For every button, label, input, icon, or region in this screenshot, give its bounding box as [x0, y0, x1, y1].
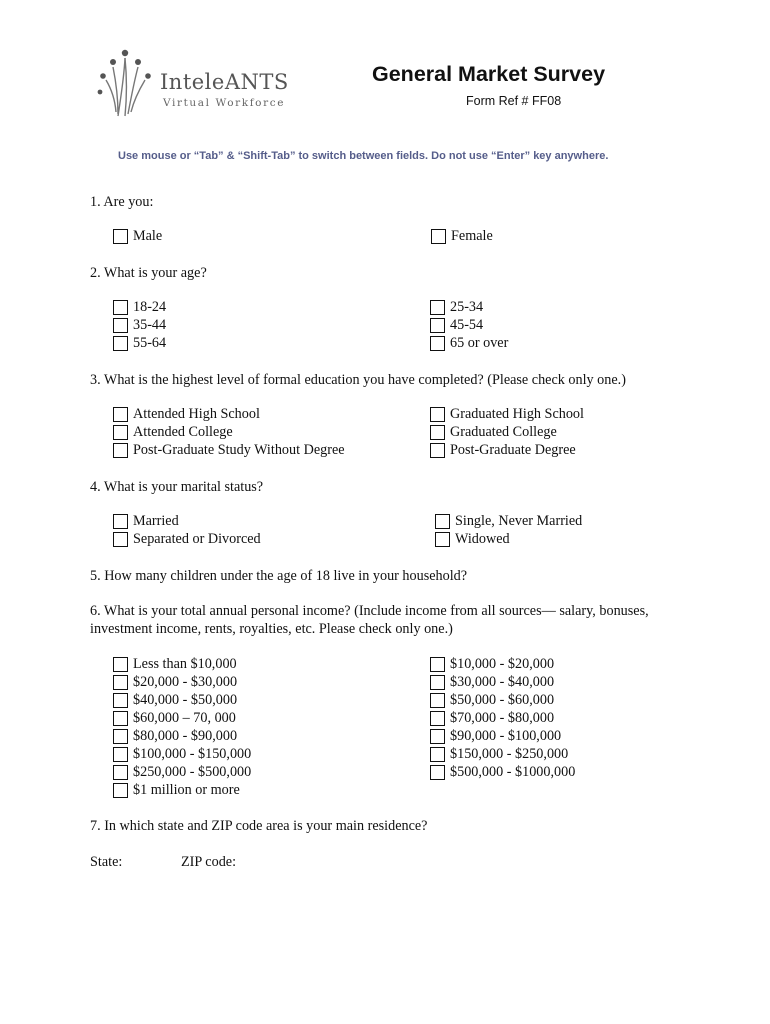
- option-label: Single, Never Married: [455, 512, 583, 529]
- question-2: 2. What is your age?: [90, 265, 207, 281]
- checkbox[interactable]: [430, 300, 445, 315]
- question-5: 5. How many children under the age of 18 live in your household?: [90, 568, 468, 584]
- option-single[interactable]: [435, 512, 582, 530]
- checkbox[interactable]: [430, 765, 445, 780]
- checkbox[interactable]: [113, 532, 128, 547]
- option-graduated-college[interactable]: [430, 423, 557, 441]
- option-attended-college[interactable]: [113, 423, 233, 441]
- option-graduated-high-school[interactable]: [430, 405, 584, 423]
- option-label: 45-54: [450, 316, 484, 333]
- option-label: $250,000 - $500,000: [133, 763, 252, 780]
- zip-code-label: ZIP code:: [181, 854, 237, 870]
- option-income-8[interactable]: [113, 727, 237, 745]
- checkbox[interactable]: [430, 675, 445, 690]
- option-label: Post-Graduate Study Without Degree: [133, 441, 345, 458]
- option-label: $1 million or more: [133, 781, 240, 798]
- option-label: $150,000 - $250,000: [450, 745, 569, 762]
- checkbox[interactable]: [430, 407, 445, 422]
- checkbox[interactable]: [113, 783, 128, 798]
- option-label: 55-64: [133, 334, 167, 351]
- option-age-65-over[interactable]: [430, 334, 508, 352]
- option-income-6[interactable]: [113, 709, 236, 727]
- question-4: 4. What is your marital status?: [90, 479, 264, 495]
- option-income-12[interactable]: [113, 763, 251, 781]
- option-label: Widowed: [455, 530, 510, 547]
- zip-code-input[interactable]: [248, 850, 338, 872]
- form-reference: Form Ref # FF08: [466, 94, 562, 108]
- option-income-10[interactable]: [113, 745, 251, 763]
- checkbox[interactable]: [113, 711, 128, 726]
- option-age-45-54[interactable]: [430, 316, 483, 334]
- option-label: $90,000 - $100,000: [450, 727, 562, 744]
- checkbox[interactable]: [113, 693, 128, 708]
- option-post-graduate-degree[interactable]: [430, 441, 576, 459]
- checkbox[interactable]: [113, 300, 128, 315]
- option-label: $80,000 - $90,000: [133, 727, 238, 744]
- checkbox[interactable]: [430, 336, 445, 351]
- option-label: $30,000 - $40,000: [450, 673, 555, 690]
- option-label: 18-24: [133, 298, 167, 315]
- checkbox[interactable]: [435, 532, 450, 547]
- checkbox[interactable]: [430, 747, 445, 762]
- checkbox[interactable]: [113, 336, 128, 351]
- option-label: $40,000 - $50,000: [133, 691, 238, 708]
- option-income-1[interactable]: [430, 655, 554, 673]
- question-6: 6. What is your total annual personal income? (Include income from all sources— salary, bonuses, investment income, rents, royalties, etc. Please check only one.): [90, 603, 649, 637]
- option-age-25-34[interactable]: [430, 298, 483, 316]
- option-label: $50,000 - $60,000: [450, 691, 555, 708]
- option-label: $10,000 - $20,000: [450, 655, 555, 672]
- instructions-text: Use mouse or “Tab” & “Shift-Tab” to switch between fields. Do not use “Enter” key anywhere.: [118, 150, 609, 162]
- checkbox[interactable]: [430, 657, 445, 672]
- checkbox[interactable]: [431, 229, 446, 244]
- option-income-2[interactable]: [113, 673, 237, 691]
- option-female[interactable]: [431, 227, 493, 245]
- option-label: $500,000 - $1000,000: [450, 763, 576, 780]
- option-label: Male: [133, 227, 163, 244]
- checkbox[interactable]: [430, 318, 445, 333]
- option-age-55-64[interactable]: [113, 334, 166, 352]
- option-income-5[interactable]: [430, 691, 554, 709]
- checkbox[interactable]: [113, 318, 128, 333]
- checkbox[interactable]: [113, 675, 128, 690]
- checkbox[interactable]: [113, 747, 128, 762]
- checkbox[interactable]: [113, 729, 128, 744]
- option-attended-high-school[interactable]: [113, 405, 260, 423]
- checkbox[interactable]: [113, 443, 128, 458]
- option-label: $70,000 - $80,000: [450, 709, 555, 726]
- question-3: 3. What is the highest level of formal education you have completed? (Please check only one.): [90, 372, 626, 388]
- checkbox[interactable]: [435, 514, 450, 529]
- option-married[interactable]: [113, 512, 179, 530]
- option-income-4[interactable]: [113, 691, 237, 709]
- option-label: Attended College: [133, 423, 233, 440]
- checkbox[interactable]: [430, 711, 445, 726]
- option-label: $100,000 - $150,000: [133, 745, 252, 762]
- checkbox[interactable]: [430, 443, 445, 458]
- option-male[interactable]: [113, 227, 162, 245]
- option-separated-divorced[interactable]: [113, 530, 261, 548]
- option-income-13[interactable]: [430, 763, 575, 781]
- option-label: 35-44: [133, 316, 167, 333]
- state-label: State:: [90, 854, 123, 870]
- option-label: Post-Graduate Degree: [450, 441, 576, 458]
- checkbox[interactable]: [113, 229, 128, 244]
- option-label: $20,000 - $30,000: [133, 673, 238, 690]
- option-label: Graduated College: [450, 423, 557, 440]
- option-post-graduate-study[interactable]: [113, 441, 345, 459]
- option-label: Separated or Divorced: [133, 530, 261, 547]
- checkbox[interactable]: [430, 693, 445, 708]
- option-income-7[interactable]: [430, 709, 554, 727]
- option-age-35-44[interactable]: [113, 316, 166, 334]
- option-label: $60,000 – 70, 000: [133, 709, 236, 726]
- checkbox[interactable]: [113, 514, 128, 529]
- checkbox[interactable]: [113, 407, 128, 422]
- option-income-9[interactable]: [430, 727, 561, 745]
- question-7: 7. In which state and ZIP code area is your main residence?: [90, 818, 428, 834]
- option-label: 65 or over: [450, 334, 509, 351]
- option-label: Attended High School: [133, 405, 260, 422]
- option-label: Female: [451, 227, 493, 244]
- page-title: General Market Survey: [372, 62, 606, 86]
- logo-wordmark: InteleANTS: [160, 70, 289, 94]
- logo-tagline: Virtual Workforce: [163, 97, 286, 109]
- option-label: Less than $10,000: [133, 655, 237, 672]
- state-input[interactable]: [136, 850, 174, 872]
- option-income-11[interactable]: [430, 745, 568, 763]
- checkbox[interactable]: [113, 657, 128, 672]
- checkbox[interactable]: [113, 425, 128, 440]
- question-1: 1. Are you:: [90, 194, 154, 210]
- checkbox[interactable]: [430, 425, 445, 440]
- checkbox[interactable]: [113, 765, 128, 780]
- option-income-3[interactable]: [430, 673, 554, 691]
- option-label: 25-34: [450, 298, 484, 315]
- option-age-18-24[interactable]: [113, 298, 166, 316]
- option-income-14[interactable]: [113, 781, 240, 799]
- inteleants-logo-icon: [94, 48, 160, 118]
- option-income-0[interactable]: [113, 655, 237, 673]
- checkbox[interactable]: [430, 729, 445, 744]
- option-widowed[interactable]: [435, 530, 510, 548]
- option-label: Graduated High School: [450, 405, 584, 422]
- option-label: Married: [133, 512, 179, 529]
